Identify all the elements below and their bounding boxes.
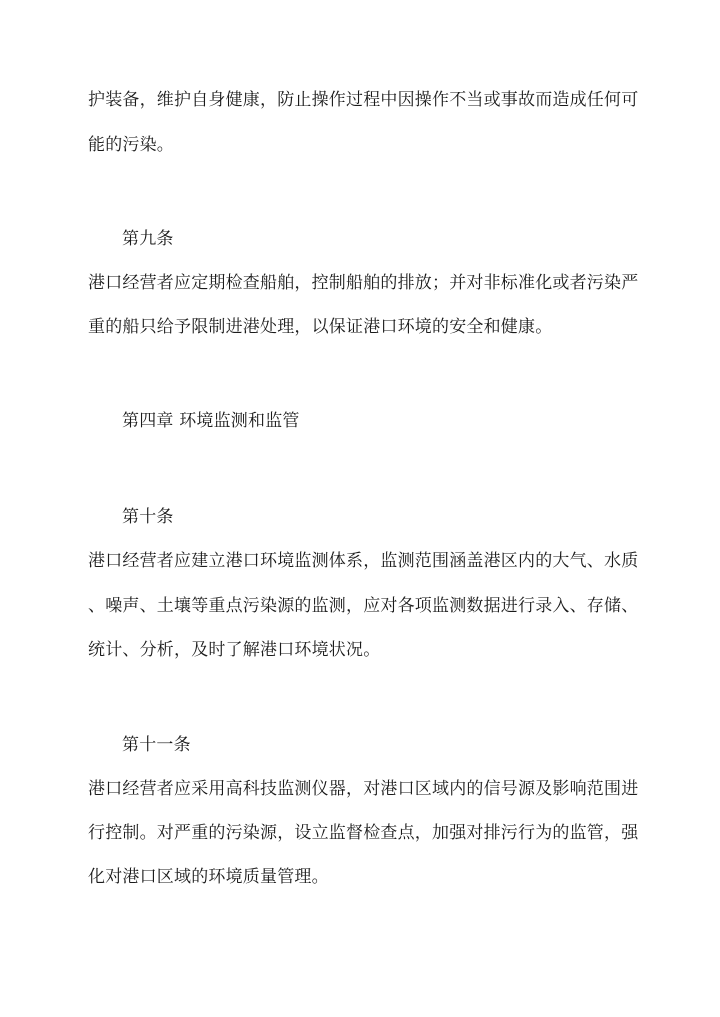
paragraph-line: 、噪声、土壤等重点污染源的监测，应对各项监测数据进行录入、存储、: [88, 596, 639, 616]
article-heading: 第十一条: [122, 735, 191, 755]
chapter-heading: 第四章 环境监测和监管: [122, 411, 300, 431]
paragraph-line: 护装备，维护自身健康，防止操作过程中因操作不当或事故而造成任何可: [88, 90, 639, 110]
paragraph-line: 港口经营者应建立港口环境监测体系，监测范围涵盖港区内的大气、水质: [88, 551, 639, 571]
paragraph-line: 能的污染。: [88, 135, 174, 155]
paragraph-line: 港口经营者应采用高科技监测仪器，对港口区域内的信号源及影响范围进: [88, 779, 639, 799]
paragraph-line: 行控制。对严重的污染源，设立监督检查点，加强对排污行为的监管，强: [88, 823, 639, 843]
paragraph-line: 重的船只给予限制进港处理，以保证港口环境的安全和健康。: [88, 317, 553, 337]
article-heading: 第九条: [122, 229, 174, 249]
article-heading: 第十条: [122, 507, 174, 527]
paragraph-line: 统计、分析，及时了解港口环境状况。: [88, 640, 381, 660]
paragraph-line: 化对港口区域的环境质量管理。: [88, 867, 329, 887]
paragraph-line: 港口经营者应定期检查船舶，控制船舶的排放；并对非标准化或者污染严: [88, 273, 639, 293]
